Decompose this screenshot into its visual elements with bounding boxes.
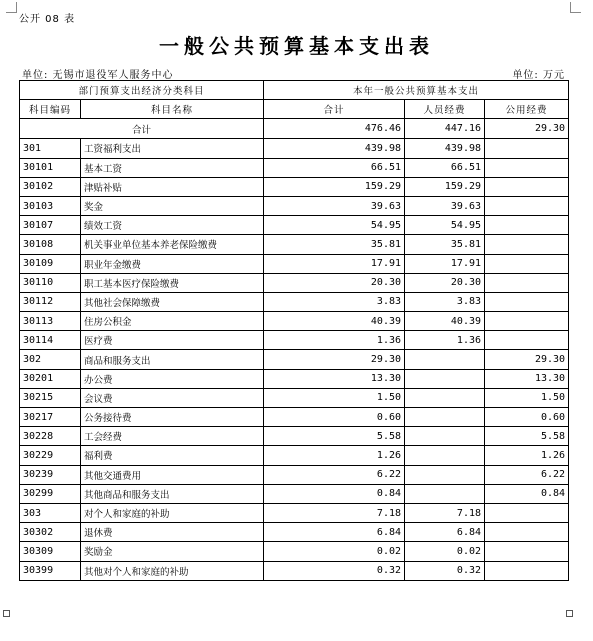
cell-personnel bbox=[405, 388, 485, 407]
cell-personnel: 0.02 bbox=[405, 542, 485, 561]
cell-name: 其他对个人和家庭的补助 bbox=[81, 561, 264, 580]
cell-code: 30103 bbox=[20, 196, 81, 215]
cell-name: 公务接待费 bbox=[81, 408, 264, 427]
cell-name: 其他社会保障缴费 bbox=[81, 292, 264, 311]
cell-total: 20.30 bbox=[264, 273, 405, 292]
cell-public bbox=[485, 312, 569, 331]
cell-name: 机关事业单位基本养老保险缴费 bbox=[81, 235, 264, 254]
cell-name: 职工基本医疗保险缴费 bbox=[81, 273, 264, 292]
table-row bbox=[20, 561, 569, 580]
column-header-public: 公用经费 bbox=[485, 100, 569, 119]
cell-code: 30102 bbox=[20, 177, 81, 196]
total-amount: 476.46 bbox=[264, 119, 405, 139]
cell-public: 13.30 bbox=[485, 369, 569, 388]
cell-name: 其他商品和服务支出 bbox=[81, 484, 264, 503]
cell-code: 30107 bbox=[20, 216, 81, 235]
cell-total: 29.30 bbox=[264, 350, 405, 369]
cell-public bbox=[485, 196, 569, 215]
cell-name: 福利费 bbox=[81, 446, 264, 465]
cell-public bbox=[485, 523, 569, 542]
cell-public bbox=[485, 273, 569, 292]
total-public: 29.30 bbox=[485, 119, 569, 139]
table-row bbox=[20, 292, 569, 311]
page-corner-mark-top-left bbox=[6, 2, 17, 13]
cell-public bbox=[485, 292, 569, 311]
total-label: 合计 bbox=[20, 119, 264, 139]
cell-public: 6.22 bbox=[485, 465, 569, 484]
header-group-basic-expenditure: 本年一般公共预算基本支出 bbox=[264, 81, 569, 100]
cell-total: 1.36 bbox=[264, 331, 405, 350]
cell-total: 17.91 bbox=[264, 254, 405, 273]
cell-personnel: 20.30 bbox=[405, 273, 485, 292]
table-row bbox=[20, 254, 569, 273]
cell-public: 1.26 bbox=[485, 446, 569, 465]
cell-personnel: 17.91 bbox=[405, 254, 485, 273]
cell-name: 会议费 bbox=[81, 388, 264, 407]
cell-name: 奖金 bbox=[81, 196, 264, 215]
document-label: 公开 08 表 bbox=[19, 14, 76, 25]
cell-name: 办公费 bbox=[81, 369, 264, 388]
cell-personnel bbox=[405, 446, 485, 465]
table-row bbox=[20, 388, 569, 407]
cell-personnel: 1.36 bbox=[405, 331, 485, 350]
cell-personnel: 66.51 bbox=[405, 158, 485, 177]
cell-personnel: 3.83 bbox=[405, 292, 485, 311]
table-row bbox=[20, 139, 569, 158]
cell-total: 6.84 bbox=[264, 523, 405, 542]
cell-total: 0.84 bbox=[264, 484, 405, 503]
cell-total: 0.02 bbox=[264, 542, 405, 561]
table-row bbox=[20, 331, 569, 350]
table-row bbox=[20, 465, 569, 484]
table-row bbox=[20, 216, 569, 235]
cell-total: 0.60 bbox=[264, 408, 405, 427]
cell-public: 0.60 bbox=[485, 408, 569, 427]
cell-public bbox=[485, 158, 569, 177]
cell-public bbox=[485, 235, 569, 254]
cell-personnel bbox=[405, 465, 485, 484]
cell-code: 30215 bbox=[20, 388, 81, 407]
cell-public: 1.50 bbox=[485, 388, 569, 407]
cell-name: 对个人和家庭的补助 bbox=[81, 503, 264, 522]
cell-public bbox=[485, 542, 569, 561]
column-header-name: 科目名称 bbox=[81, 100, 264, 119]
cell-public: 29.30 bbox=[485, 350, 569, 369]
cell-code: 302 bbox=[20, 350, 81, 369]
cell-personnel: 35.81 bbox=[405, 235, 485, 254]
cell-personnel bbox=[405, 350, 485, 369]
cell-name: 职业年金缴费 bbox=[81, 254, 264, 273]
cell-total: 0.32 bbox=[264, 561, 405, 580]
cell-total: 1.26 bbox=[264, 446, 405, 465]
table-row bbox=[20, 408, 569, 427]
cell-code: 30299 bbox=[20, 484, 81, 503]
cell-public bbox=[485, 254, 569, 273]
table-row bbox=[20, 158, 569, 177]
cell-code: 30201 bbox=[20, 369, 81, 388]
column-header-personnel: 人员经费 bbox=[405, 100, 485, 119]
header-group-economic-classification: 部门预算支出经济分类科目 bbox=[20, 81, 264, 100]
table-row bbox=[20, 542, 569, 561]
cell-name: 工资福利支出 bbox=[81, 139, 264, 158]
total-row bbox=[20, 119, 569, 139]
cell-total: 159.29 bbox=[264, 177, 405, 196]
cell-total: 66.51 bbox=[264, 158, 405, 177]
cell-name: 住房公积金 bbox=[81, 312, 264, 331]
cell-code: 30229 bbox=[20, 446, 81, 465]
cell-total: 3.83 bbox=[264, 292, 405, 311]
cell-code: 301 bbox=[20, 139, 81, 158]
table-row bbox=[20, 235, 569, 254]
cell-name: 工会经费 bbox=[81, 427, 264, 446]
table-row bbox=[20, 523, 569, 542]
cell-total: 5.58 bbox=[264, 427, 405, 446]
total-personnel: 447.16 bbox=[405, 119, 485, 139]
cell-code: 30114 bbox=[20, 331, 81, 350]
cell-personnel bbox=[405, 427, 485, 446]
cell-personnel: 7.18 bbox=[405, 503, 485, 522]
cell-code: 30109 bbox=[20, 254, 81, 273]
page-title: 一般公共预算基本支出表 bbox=[159, 34, 434, 58]
cell-code: 30101 bbox=[20, 158, 81, 177]
cell-personnel bbox=[405, 484, 485, 503]
cell-code: 30113 bbox=[20, 312, 81, 331]
cell-code: 303 bbox=[20, 503, 81, 522]
cell-name: 奖励金 bbox=[81, 542, 264, 561]
cell-public bbox=[485, 139, 569, 158]
cell-code: 30108 bbox=[20, 235, 81, 254]
cell-total: 439.98 bbox=[264, 139, 405, 158]
cell-code: 30309 bbox=[20, 542, 81, 561]
reporting-unit: 单位: 无锡市退役军人服务中心 bbox=[22, 70, 174, 81]
cell-total: 6.22 bbox=[264, 465, 405, 484]
column-header-code: 科目编码 bbox=[20, 100, 81, 119]
cell-code: 30228 bbox=[20, 427, 81, 446]
cell-code: 30399 bbox=[20, 561, 81, 580]
cell-personnel bbox=[405, 369, 485, 388]
table-row bbox=[20, 177, 569, 196]
cell-personnel: 6.84 bbox=[405, 523, 485, 542]
cell-name: 退休费 bbox=[81, 523, 264, 542]
cell-public bbox=[485, 503, 569, 522]
cell-total: 40.39 bbox=[264, 312, 405, 331]
cell-name: 医疗费 bbox=[81, 331, 264, 350]
cell-code: 30217 bbox=[20, 408, 81, 427]
table-row bbox=[20, 273, 569, 292]
resize-handle-bottom-left[interactable] bbox=[3, 610, 10, 617]
table-row bbox=[20, 427, 569, 446]
cell-personnel: 439.98 bbox=[405, 139, 485, 158]
cell-total: 54.95 bbox=[264, 216, 405, 235]
cell-code: 30302 bbox=[20, 523, 81, 542]
cell-name: 其他交通费用 bbox=[81, 465, 264, 484]
cell-personnel: 0.32 bbox=[405, 561, 485, 580]
table-row bbox=[20, 196, 569, 215]
cell-personnel bbox=[405, 408, 485, 427]
cell-public bbox=[485, 177, 569, 196]
cell-public bbox=[485, 331, 569, 350]
cell-total: 13.30 bbox=[264, 369, 405, 388]
cell-personnel: 40.39 bbox=[405, 312, 485, 331]
cell-name: 商品和服务支出 bbox=[81, 350, 264, 369]
cell-name: 基本工资 bbox=[81, 158, 264, 177]
cell-total: 1.50 bbox=[264, 388, 405, 407]
table-row bbox=[20, 503, 569, 522]
column-header-total: 合计 bbox=[264, 100, 405, 119]
cell-code: 30239 bbox=[20, 465, 81, 484]
cell-public: 5.58 bbox=[485, 427, 569, 446]
table-row bbox=[20, 484, 569, 503]
table-row bbox=[20, 350, 569, 369]
cell-name: 绩效工资 bbox=[81, 216, 264, 235]
table-row bbox=[20, 446, 569, 465]
cell-personnel: 54.95 bbox=[405, 216, 485, 235]
cell-total: 35.81 bbox=[264, 235, 405, 254]
resize-handle-bottom-right[interactable] bbox=[566, 610, 573, 617]
cell-code: 30112 bbox=[20, 292, 81, 311]
cell-total: 7.18 bbox=[264, 503, 405, 522]
cell-personnel: 39.63 bbox=[405, 196, 485, 215]
cell-public: 0.84 bbox=[485, 484, 569, 503]
cell-public bbox=[485, 561, 569, 580]
currency-unit: 单位: 万元 bbox=[512, 70, 565, 81]
cell-public bbox=[485, 216, 569, 235]
cell-code: 30110 bbox=[20, 273, 81, 292]
cell-name: 津贴补贴 bbox=[81, 177, 264, 196]
table-row bbox=[20, 312, 569, 331]
table-row bbox=[20, 369, 569, 388]
page-corner-mark-top-right bbox=[570, 2, 581, 13]
cell-total: 39.63 bbox=[264, 196, 405, 215]
budget-table bbox=[19, 80, 569, 581]
cell-personnel: 159.29 bbox=[405, 177, 485, 196]
